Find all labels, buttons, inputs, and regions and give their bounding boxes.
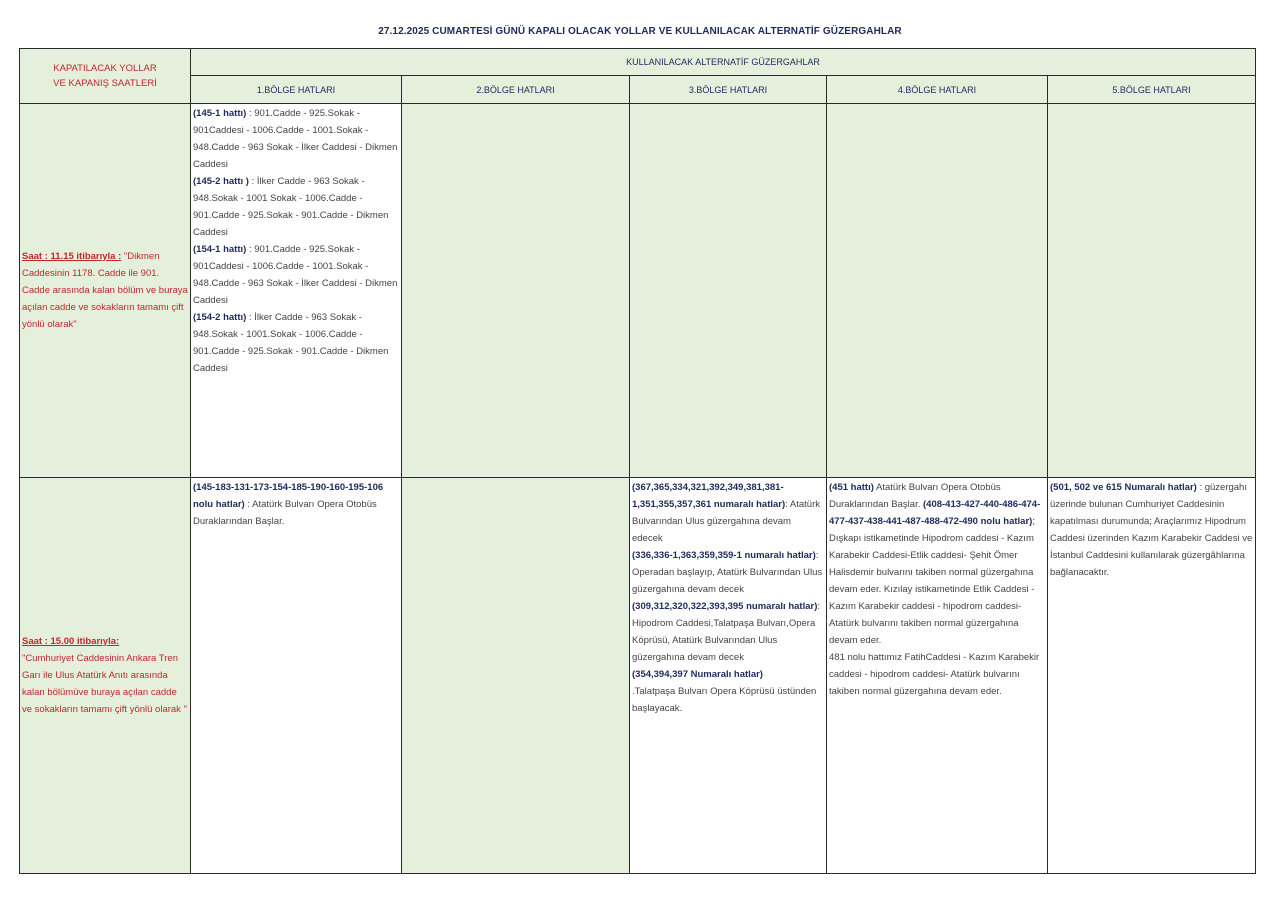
- route-lines: (336,336-1,363,359,359-1 numaralı hatlar): [632, 550, 816, 561]
- document-title: 27.12.2025 CUMARTESİ GÜNÜ KAPALI OLACAK YOLLAR VE KULLANILACAK ALTERNATİF GÜZERGAHLAR: [378, 26, 902, 37]
- route-description: : İlker Cadde - 963 Sokak - 948.Sokak - 1001 Sokak - 1006.Cadde - 901.Cadde - 925.Sokak - 901.Cadde - Dikmen Caddesi: [193, 176, 389, 238]
- region-1-header: 1.BÖLGE HATLARI: [191, 76, 402, 104]
- route-lines: (408-413-427-440-486-474-477-437-438-441-487-488-472-490 nolu hatlar): [829, 499, 1041, 527]
- closure-description: "Dikmen Caddesinin 1178. Cadde ile 901. Cadde arasında kalan bölüm ve buraya açılan cadde ve sokakların tamamı çift yönlü olarak": [22, 251, 188, 330]
- region-1-cell: [191, 104, 402, 478]
- route-description: : İlker Cadde - 963 Sokak - 948.Sokak - 1001.Sokak - 1006.Cadde - 901.Cadde - 925.Sokak - 901.Cadde - Dikmen Caddesi: [193, 312, 389, 374]
- region-5-cell: [1048, 478, 1256, 874]
- route-lines: (451 hattı): [829, 482, 874, 493]
- route-description: : Atatürk Bulvarından Ulus güzergahına devam edecek: [632, 499, 821, 544]
- closures-header-line1: KAPATILACAK YOLLAR: [53, 63, 157, 74]
- route-lines: (354,394,397 Numaralı hatlar): [632, 669, 763, 680]
- route-entry: [193, 173, 399, 241]
- route-description: : 901.Cadde - 925.Sokak - 901Caddesi - 1006.Cadde - 1001.Sokak - 948.Cadde - 963 Sokak - İlker Caddesi - Dikmen Caddesi: [193, 244, 398, 306]
- region-4-cell: [827, 478, 1048, 874]
- region-2-cell: [402, 478, 630, 874]
- closures-table: [19, 48, 1256, 874]
- route-entry: [193, 479, 399, 530]
- route-lines: (367,365,334,321,392,349,381,381-1,351,355,357,361 numaralı hatlar): [632, 482, 786, 510]
- region-2-header: 2.BÖLGE HATLARI: [402, 76, 630, 104]
- region-4-header: 4.BÖLGE HATLARI: [827, 76, 1048, 104]
- route-entry: [632, 547, 824, 598]
- route-description: : güzergahı üzerinde bulunan Cumhuriyet Caddesinin kapatılması durumunda; Araçlarımız Hipodrum Caddesi üzerinden Kazım Karabekir Caddesi ve İstanbul Caddesini kullanılarak güzergâhlarına bağlanacaktır.: [1050, 482, 1253, 578]
- region-5-cell: [1048, 104, 1256, 478]
- closures-header-cell: [20, 49, 191, 104]
- table-row: [20, 104, 1256, 478]
- route-description: .Talatpaşa Bulvarı Opera Köprüsü üstünden başlayacak.: [632, 686, 817, 714]
- closure-time-cell: [20, 104, 191, 478]
- route-entry: [193, 309, 399, 377]
- route-lines: (145-2 hattı ): [193, 176, 249, 187]
- route-description: : 901.Cadde - 925.Sokak - 901Caddesi - 1006.Cadde - 1001.Sokak - 948.Cadde - 963 Sokak - İlker Caddesi - Dikmen Caddesi: [193, 108, 398, 170]
- route-entry: [829, 479, 1045, 649]
- route-description: ; Dışkapı istikametinde Hipodrom caddesi - Kazım Karabekir Caddesi-Etlik caddesi- Şehit Ömer Halisdemir bulvarını takiben normal güzergahına devam eder. Kızılay istikametinde Etlik Caddesi - Kazım Karabekir caddesi - hipodrom caddesi- Atatürk bulvarını takiben normal güzergahına devam eder.: [829, 516, 1035, 646]
- closure-time-label: Saat : 11.15 itibarıyla :: [22, 251, 122, 262]
- route-description: : Operadan başlayıp, Atatürk Bulvarından Ulus güzergahına devam decek: [632, 550, 823, 595]
- route-lines: (145-183-131-173-154-185-190-160-195-106 nolu hatlar): [193, 482, 384, 510]
- route-description: Atatürk Bulvarı Opera Otobüs Duraklarından Başlar.: [829, 482, 1001, 510]
- closure-time-label: Saat : 15.00 itibarıyla:: [22, 636, 120, 647]
- route-entry: [632, 479, 824, 547]
- route-entry: [632, 666, 824, 717]
- region-3-cell: [630, 104, 827, 478]
- region-5-header: 5.BÖLGE HATLARI: [1048, 76, 1256, 104]
- closures-header-line2: VE KAPANIŞ SAATLERİ: [53, 78, 157, 89]
- route-description: 481 nolu hattımız FatihCaddesi - Kazım Karabekir caddesi - hipodrom caddesi- Atatürk bulvarını takiben normal güzergahına devam eder.: [829, 652, 1040, 697]
- route-lines: (501, 502 ve 615 Numaralı hatlar): [1050, 482, 1197, 493]
- route-description: : Atatürk Bulvarı Opera Otobüs Duraklarından Başlar.: [193, 499, 377, 527]
- closure-description: "Cumhuriyet Caddesinin Ankara Tren Garı ile Ulus Atatürk Anıtı arasında kalan bölümüve buraya açılan cadde ve sokakların tamamı çift yönlü olarak ": [22, 653, 187, 715]
- alternatives-header: KULLANILACAK ALTERNATİF GÜZERGAHLAR: [191, 49, 1256, 76]
- table-row: [20, 478, 1256, 874]
- route-entry: [193, 241, 399, 309]
- region-1-cell: [191, 478, 402, 874]
- region-4-cell: [827, 104, 1048, 478]
- route-lines: (145-1 hattı): [193, 108, 247, 119]
- closure-time-cell: [20, 478, 191, 874]
- region-3-header: 3.BÖLGE HATLARI: [630, 76, 827, 104]
- route-entry: [193, 105, 399, 173]
- route-description: : Hipodrom Caddesi,Talatpaşa Bulvarı,Opera Köprüsü, Atatürk Bulvarından Ulus güzergahına devam decek: [632, 601, 821, 663]
- route-entry: [632, 598, 824, 666]
- region-3-cell: [630, 478, 827, 874]
- region-2-cell: [402, 104, 630, 478]
- route-entry: [829, 649, 1045, 700]
- route-entry: [1050, 479, 1253, 581]
- route-lines: (154-2 hattı): [193, 312, 247, 323]
- route-lines: (309,312,320,322,393,395 numaralı hatlar): [632, 601, 818, 612]
- route-lines: (154-1 hattı): [193, 244, 247, 255]
